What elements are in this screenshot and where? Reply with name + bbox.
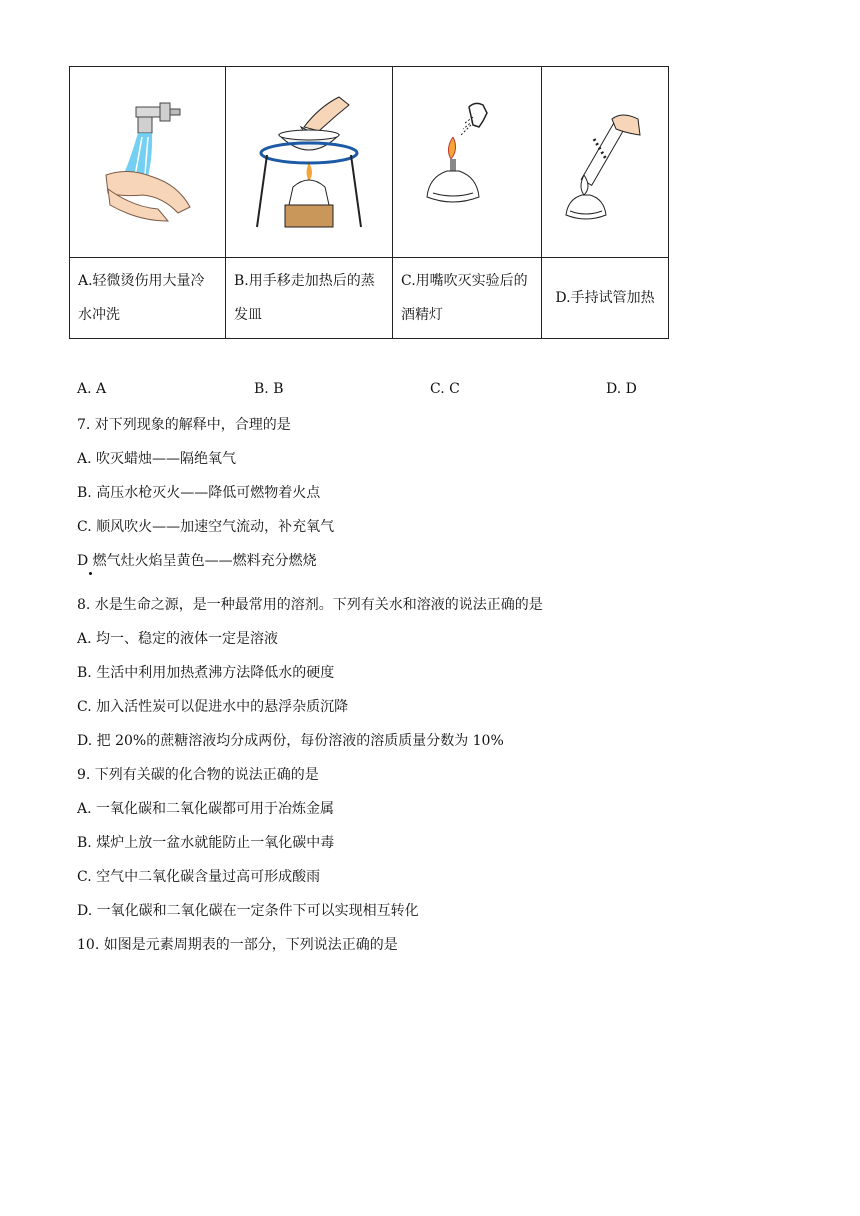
- option-b-image-cell: [226, 67, 393, 258]
- option-d-caption: D.手持试管加热: [542, 258, 669, 339]
- q6-choice-c: C. C: [430, 381, 460, 397]
- q6-choice-b: B. B: [254, 381, 284, 397]
- option-d-image-cell: [542, 67, 669, 258]
- evaporating-dish-hand-icon: [249, 87, 369, 237]
- q6-choice-a: A. A: [77, 381, 107, 397]
- option-b-caption: B.用手移走加热后的蒸发皿: [226, 258, 393, 339]
- q7-option-a: A. 吹灭蜡烛——隔绝氧气: [77, 451, 237, 467]
- q7-option-b: B. 高压水枪灭火——降低可燃物着火点: [77, 485, 321, 501]
- q9-option-c: C. 空气中二氧化碳含量过高可形成酸雨: [77, 869, 321, 885]
- q9-option-d: D. 一氧化碳和二氧化碳在一定条件下可以实现相互转化: [77, 903, 419, 919]
- blow-alcohol-lamp-icon: [417, 97, 517, 227]
- q9-option-a: A. 一氧化碳和二氧化碳都可用于冶炼金属: [77, 801, 335, 817]
- q8-option-d: D. 把 20%的蔗糖溶液均分成两份，每份溶液的溶质质量分数为 10%: [77, 733, 504, 749]
- q8-option-c: C. 加入活性炭可以促进水中的悬浮杂质沉降: [77, 699, 349, 715]
- q7-option-d: D 燃气灶火焰呈黄色——燃料充分燃烧: [77, 553, 317, 569]
- q6-choice-d: D. D: [606, 381, 637, 397]
- q9-option-b: B. 煤炉上放一盆水就能防止一氧化碳中毒: [77, 835, 335, 851]
- option-a-caption: A.轻微烫伤用大量冷水冲洗: [70, 258, 226, 339]
- option-c-caption: C.用嘴吹灭实验后的酒精灯: [393, 258, 542, 339]
- q7-option-c: C. 顺风吹火——加速空气流动，补充氧气: [77, 519, 335, 535]
- hold-test-tube-heat-icon: [560, 97, 650, 227]
- q8-option-b: B. 生活中利用加热煮沸方法降低水的硬度: [77, 665, 335, 681]
- q10-stem: 10. 如图是元素周期表的一部分，下列说法正确的是: [77, 937, 398, 953]
- option-c-image-cell: [393, 67, 542, 258]
- emphasis-dot: [89, 572, 92, 575]
- q7-stem: 7. 对下列现象的解释中，合理的是: [77, 417, 291, 433]
- q6-choices: [0, 381, 860, 401]
- q9-stem: 9. 下列有关碳的化合物的说法正确的是: [77, 767, 319, 783]
- q8-option-a: A. 均一、稳定的液体一定是溶液: [77, 631, 279, 647]
- option-a-image-cell: [70, 67, 226, 258]
- options-table: [69, 66, 669, 339]
- faucet-burn-icon: [98, 97, 198, 227]
- q8-stem: 8. 水是生命之源，是一种最常用的溶剂。下列有关水和溶液的说法正确的是: [77, 597, 543, 613]
